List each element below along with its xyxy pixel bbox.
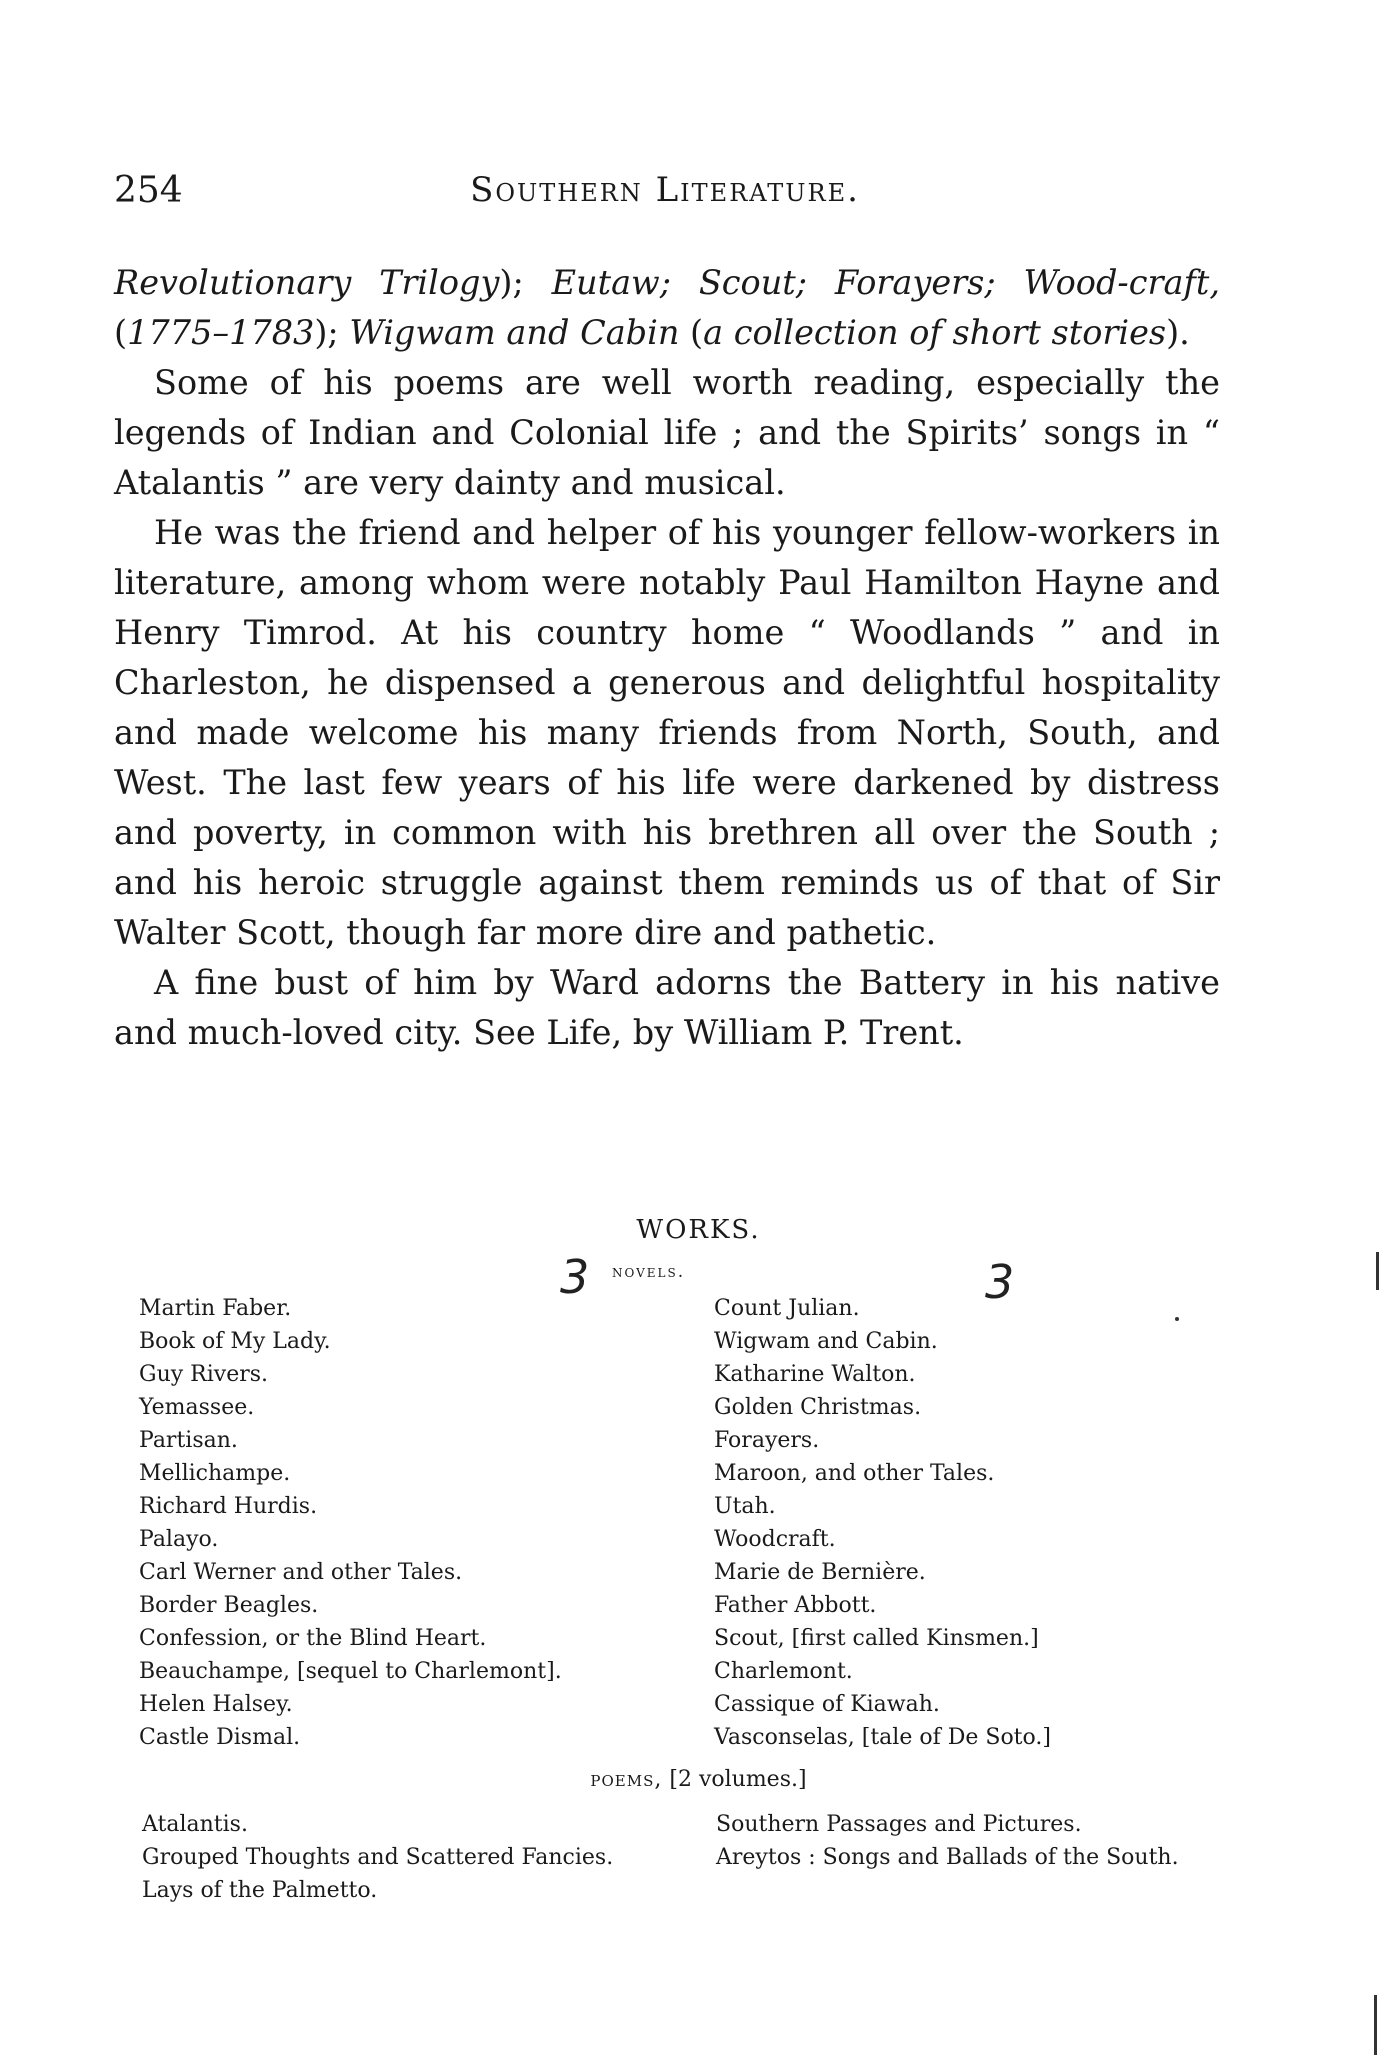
italic-title: Eutaw; Scout; Forayers; Wood-craft, bbox=[551, 263, 1220, 302]
scan-speck bbox=[1175, 1317, 1179, 1321]
poems-heading-label: poems, bbox=[590, 1767, 663, 1792]
italic-dates: 1775–1783 bbox=[127, 313, 315, 352]
novels-list-right bbox=[714, 1292, 1051, 1754]
text-run: ( bbox=[679, 313, 704, 352]
list-item: Maroon, and other Tales. bbox=[714, 1461, 995, 1486]
margin-scan-mark bbox=[1376, 1252, 1379, 1290]
list-item: Lays of the Palmetto. bbox=[142, 1878, 378, 1903]
list-item: Yemassee. bbox=[139, 1395, 255, 1420]
poems-list-right bbox=[716, 1808, 1179, 1874]
handwritten-number-left: 3 bbox=[560, 1250, 590, 1304]
list-item: Partisan. bbox=[139, 1428, 238, 1453]
list-item: Southern Passages and Pictures. bbox=[716, 1812, 1082, 1837]
text-run: ); bbox=[314, 313, 350, 352]
text-run: ( bbox=[114, 313, 128, 352]
italic-note: a collection of short stories bbox=[703, 313, 1167, 352]
paragraph-works-list bbox=[114, 258, 1220, 358]
works-heading: WORKS. bbox=[636, 1215, 761, 1245]
list-item: Confession, or the Blind Heart. bbox=[139, 1626, 487, 1651]
list-item: Marie de Bernière. bbox=[714, 1560, 926, 1585]
italic-title: Revolutionary Trilogy bbox=[114, 263, 500, 302]
list-item: Utah. bbox=[714, 1494, 776, 1519]
list-item: Beauchampe, [sequel to Charlemont]. bbox=[139, 1659, 562, 1684]
list-item: Cassique of Kiawah. bbox=[714, 1692, 940, 1717]
novels-list-left bbox=[139, 1292, 562, 1754]
body-text bbox=[114, 258, 1220, 1058]
list-item: Areytos : Songs and Ballads of the South. bbox=[716, 1845, 1179, 1870]
list-item: Helen Halsey. bbox=[139, 1692, 293, 1717]
paragraph-poems: Some of his poems are well worth reading, especially the legends of Indian and Colonial life ; and the Spirits’ songs in “ Atalantis ” are very dainty and musical. bbox=[114, 363, 1220, 502]
text-run: ); bbox=[499, 263, 552, 302]
poems-heading bbox=[0, 1767, 1397, 1792]
list-item: Katharine Walton. bbox=[714, 1362, 916, 1387]
list-item: Palayo. bbox=[139, 1527, 219, 1552]
margin-scan-mark bbox=[1374, 1995, 1377, 2055]
running-title: Southern Literature. bbox=[470, 170, 860, 210]
list-item: Martin Faber. bbox=[139, 1296, 292, 1321]
page-number: 254 bbox=[114, 170, 183, 211]
list-item: Golden Christmas. bbox=[714, 1395, 922, 1420]
list-item: Wigwam and Cabin. bbox=[714, 1329, 938, 1354]
list-item: Border Beagles. bbox=[139, 1593, 319, 1618]
poems-list-left bbox=[142, 1808, 613, 1907]
list-item: Charlemont. bbox=[714, 1659, 853, 1684]
italic-title: Wigwam and Cabin bbox=[349, 313, 680, 352]
poems-heading-volumes: [2 volumes.] bbox=[662, 1767, 807, 1792]
list-item: Count Julian. bbox=[714, 1296, 860, 1321]
list-item: Vasconselas, [tale of De Soto.] bbox=[714, 1725, 1051, 1750]
handwritten-number-right: 3 bbox=[985, 1255, 1015, 1309]
list-item: Woodcraft. bbox=[714, 1527, 836, 1552]
page-header bbox=[114, 170, 1216, 220]
text-run: ). bbox=[1166, 313, 1190, 352]
list-item: Guy Rivers. bbox=[139, 1362, 269, 1387]
list-item: Book of My Lady. bbox=[139, 1329, 331, 1354]
list-item: Richard Hurdis. bbox=[139, 1494, 318, 1519]
paragraph-friend: He was the friend and helper of his younger fellow-workers in literature, among whom were notably Paul Hamilton Hayne and Henry Timrod. At his country home “ Woodlands ” and in Charleston, he dispensed a generous and delightful hospitality and made welcome his many friends from North, South, and West. The last few years of his life were darkened by distress and poverty, in common with his brethren all over the South ; and his heroic struggle against them reminds us of that of Sir Walter Scott, though far more dire and pathetic. bbox=[114, 513, 1220, 952]
list-item: Atalantis. bbox=[142, 1812, 248, 1837]
list-item: Mellichampe. bbox=[139, 1461, 291, 1486]
list-item: Forayers. bbox=[714, 1428, 820, 1453]
novels-heading: novels. bbox=[612, 1262, 686, 1282]
list-item: Carl Werner and other Tales. bbox=[139, 1560, 463, 1585]
list-item: Father Abbott. bbox=[714, 1593, 877, 1618]
list-item: Grouped Thoughts and Scattered Fancies. bbox=[142, 1845, 614, 1870]
list-item: Castle Dismal. bbox=[139, 1725, 301, 1750]
list-item: Scout, [first called Kinsmen.] bbox=[714, 1626, 1039, 1651]
paragraph-bust: A fine bust of him by Ward adorns the Battery in his native and much-loved city. See Life, by William P. Trent. bbox=[114, 963, 1220, 1052]
